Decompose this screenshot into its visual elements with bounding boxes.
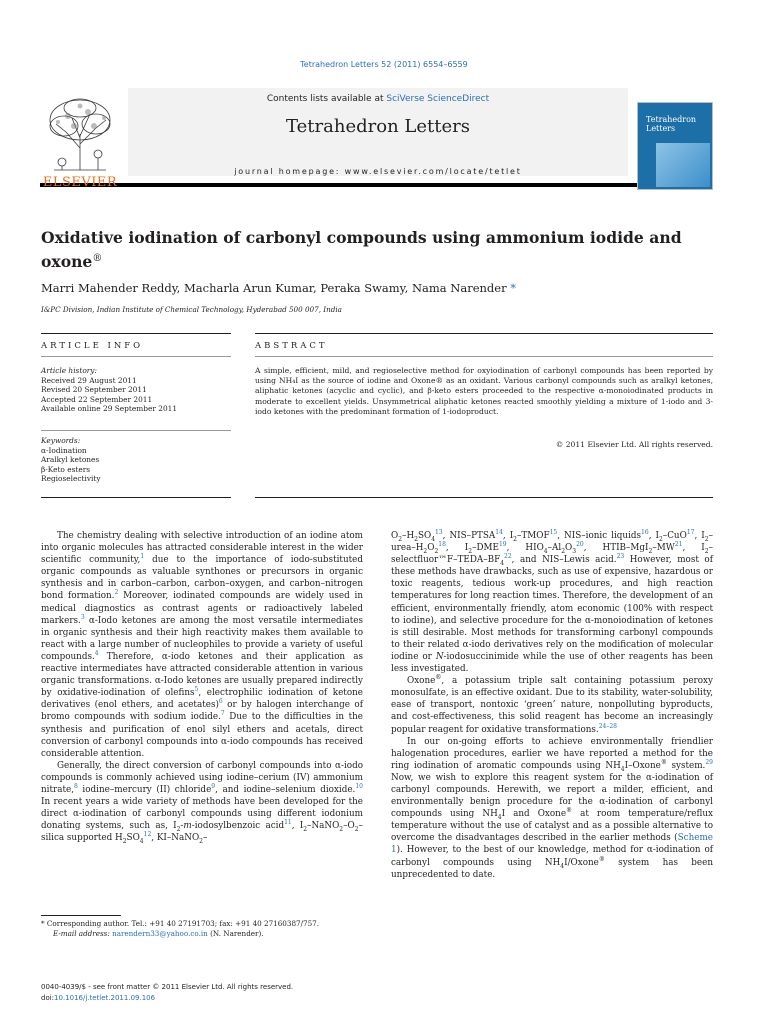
- journal-header: [40, 84, 713, 190]
- body-paragraph: The chemistry dealing with selective introduction of an iodine atom into organic molecules has attracted considerable interest in the wider scientific community,$^1$ due to the importance of iodo-substituted organic compounds as valuable synthones or precursors in organic synthesis and in carbon–carbon, carbon–oxygen, and carbon–nitrogen bond formation.$^2$ Moreover, iodinated compounds are widely used in medical diagnostics as contrast agents or radioactively labeled markers.$^3$ α-Iodo ketones are among the most versatile intermediates in organic synthesis and their high reactivity makes them available to react with a large number of nucleophiles to provide a variety of useful compounds.$^4$ Therefore, α-iodo ketones and their application as reactive intermediates have attracted considerable attention in various organic transformations. α-Iodo ketones are usually prepared indirectly by oxidative-iodination of olefins$^5$, electrophilic iodination of ketone derivatives (enol ethers, and acetates)$^6$ or by halogen interchange of bromo compounds with sodium iodide.$^7$ Due to the difficulties in the synthesis and purification of enol silyl ethers and acetals, direct conversion of carbonyl compounds into α-iodo compounds has received considerable attention.: [41, 531, 364, 759]
- email-link[interactable]: narendern33@yahoo.co.in: [112, 929, 208, 938]
- cover-image: [656, 143, 710, 187]
- body-paragraph: In our on-going efforts to achieve environmentally friendlier halogenation procedures, earlier we have reported a method for the ring iodination of aromatic compounds using $NH_4I-Oxone®$ system.$^{29}$ Now, we wish to explore this reagent system for the α-iodination of carbonyl compounds. Herewith, we report a milder, efficient, and environmentally benign procedure for the α-iodination of carbonyl compounds using $NH_4I$ and Oxone® at room temperature/reflux temperature without the use of catalyst and as a possible alternative to overcome the disadvantages described in the earlier methods (Scheme 1). However, to the best of our knowledge, method for α-iodination of carbonyl compounds using $NH_4I/Oxone®$ system has been unprecedented to date.: [391, 736, 713, 880]
- affiliation: I&PC Division, Indian Institute of Chemical Technology, Hyderabad 500 007, India: [41, 305, 342, 314]
- journal-cover: [637, 102, 713, 190]
- cover-title: [646, 115, 696, 133]
- accepted-date: Accepted 22 September 2011: [41, 394, 153, 404]
- body-paragraph: Oxone®, a potassium triple salt containing potassium peroxy monosulfate, is an effective oxidant. Due to its stability, water-solubility, ease of transport, nontoxic ‘green’ nature, nonpolluting byproducts, and cost-effectiveness, this solid reagent has become an increasingly popular reagent for oxidative transformations.$^{24-28}$: [391, 674, 713, 735]
- elsevier-tree-icon: [44, 96, 116, 172]
- received-date: Received 29 August 2011: [41, 375, 137, 385]
- doi-prefix: doi:: [41, 993, 55, 1002]
- revised-date: Revised 20 September 2011: [41, 385, 147, 395]
- cover-title-line2: Letters: [646, 124, 676, 133]
- corresponding-author-link[interactable]: *: [510, 281, 516, 295]
- abstract-text: A simple, efficient, mild, and regioselective method for oxyiodination of carbonyl compounds has been reported by using NH₄I as the source of iodine and Oxone® as an oxidant. Various carbonyl compounds such as aralkyl ketones, aliphatic ketones (acyclic and cyclic), and β-keto esters proceeded to the respective α-monoiodinated products in moderate to excellent yields. Unsymmetrical aliphatic ketones reacted smoothly yielding a mixture of 1-iodo and 3-iodo ketones with the predominant formation of 1-iodoproduct.: [255, 366, 713, 416]
- doi-link[interactable]: 10.1016/j.tetlet.2011.09.106: [54, 993, 156, 1002]
- publisher-name: ELSEVIER: [42, 175, 118, 190]
- journal-title: Tetrahedron Letters: [286, 116, 470, 137]
- journal-header-center: [128, 88, 628, 176]
- keyword: β-Keto esters: [41, 464, 91, 474]
- elsevier-logo: [40, 96, 120, 188]
- online-date: Available online 29 September 2011: [41, 404, 178, 414]
- abstract-heading: ABSTRACT: [255, 341, 328, 351]
- keyword: Regioselectivity: [41, 474, 101, 484]
- issn-line: 0040-4039/$ - see front matter © 2011 Elsevier Ltd. All rights reserved.: [41, 983, 294, 991]
- email-line: [41, 929, 363, 939]
- body-paragraph: $O_2-H_2SO_4^{13}$, NIS–PTSA$^{14}$, $I_2-TMOF^{15}$, NIS–ionic liquids$^{16}$, $I_2-CuO^{17}$, $I_2-urea-H_2O_2^{18}$, $I_2-DME^{19}$, $HIO_4-Al_2O_3^{20}$, HTIB–MgI$_2$–MW$^{21}$, $I_2-selectfluor™F-TEDA-BF_4^{22}$, and NIS–Lewis acid.$^{23}$ However, most of these methods have drawbacks, such as use of expensive, hazardous or toxic reagents, tedious work-up procedures, and high reaction temperatures for long reaction times. Therefore, the development of an efficient, environmentally friendly, atom economic (100% with respect to iodine), and selective procedure for the α-monoiodination of ketones is still desirable. Most methods for transforming carbonyl compounds to their related α-iodo derivatives rely on the modification of molecular iodine or N-iodosuccinimide while the use of other reagents has been less investigated.: [391, 529, 713, 675]
- journal-citation[interactable]: Tetrahedron Letters 52 (2011) 6554–6559: [300, 60, 468, 69]
- article-history-label: Article history:: [41, 366, 97, 375]
- email-suffix: (N. Narender).: [210, 929, 264, 938]
- article-title-text: Oxidative iodination of carbonyl compounds using ammonium iodide and oxone: [41, 228, 682, 272]
- article-info-sub-rule: [41, 356, 231, 357]
- author-list: [41, 281, 516, 295]
- contents-prefix: Contents lists available at: [266, 94, 387, 104]
- keyword: Aralkyl ketones: [41, 455, 100, 465]
- body-paragraph: Generally, the direct conversion of carbonyl compounds into α-iodo compounds is commonly achieved using iodine–cerium (IV) ammonium nitrate,$^8$ iodine–mercury (II) chloride$^9$, and iodine–selenium dioxide.$^{10}$ In recent years a wide variety of methods have been developed for the direct α-iodination of carbonyl compounds using different iodonium donating systems, such as, $I_2-m$-iodosylbenzoic acid$^{11}$, $I_2-NaNO_2-O_2$–silica supported $H_2SO_4^{12}$, KI–NaNO$_2$–: [41, 760, 363, 846]
- article-title: [41, 227, 731, 272]
- authors-text: Marri Mahender Reddy, Macharla Arun Kumar, Peraka Swamy, Nama Narender: [41, 281, 507, 295]
- sciencedirect-link[interactable]: SciVerse ScienceDirect: [386, 94, 490, 104]
- registered-mark: ®: [92, 253, 103, 264]
- journal-homepage[interactable]: journal homepage: www.elsevier.com/locate/tetlet: [234, 167, 522, 176]
- body-column-right: [391, 530, 713, 881]
- footnote-rule: [41, 915, 121, 916]
- corresponding-author-note: * Corresponding author. Tel.: +91 40 27191703; fax: +91 40 27160387/757.: [41, 919, 320, 928]
- keyword: α-Iodination: [41, 445, 87, 455]
- email-label: E-mail address:: [53, 929, 110, 938]
- cover-title-line1: Tetrahedron: [646, 115, 697, 124]
- keywords: [41, 436, 101, 484]
- abstract-sub-rule: [255, 356, 713, 357]
- keywords-label: Keywords:: [41, 436, 81, 445]
- keywords-rule: [41, 430, 231, 431]
- contents-line: [128, 94, 628, 104]
- article-info-heading: ARTICLE INFO: [41, 341, 144, 351]
- abstract-top-rule: [255, 333, 713, 334]
- article-history: [41, 366, 177, 414]
- doi-line: [41, 993, 293, 1004]
- article-info-top-rule: [41, 333, 231, 334]
- bottom-info: [41, 982, 293, 1003]
- footnote: [41, 919, 363, 939]
- article-info-bottom-rule: [41, 497, 231, 498]
- abstract-bottom-rule: [255, 497, 713, 498]
- body-column-left: [41, 530, 363, 844]
- abstract-copyright: © 2011 Elsevier Ltd. All rights reserved.: [555, 440, 713, 449]
